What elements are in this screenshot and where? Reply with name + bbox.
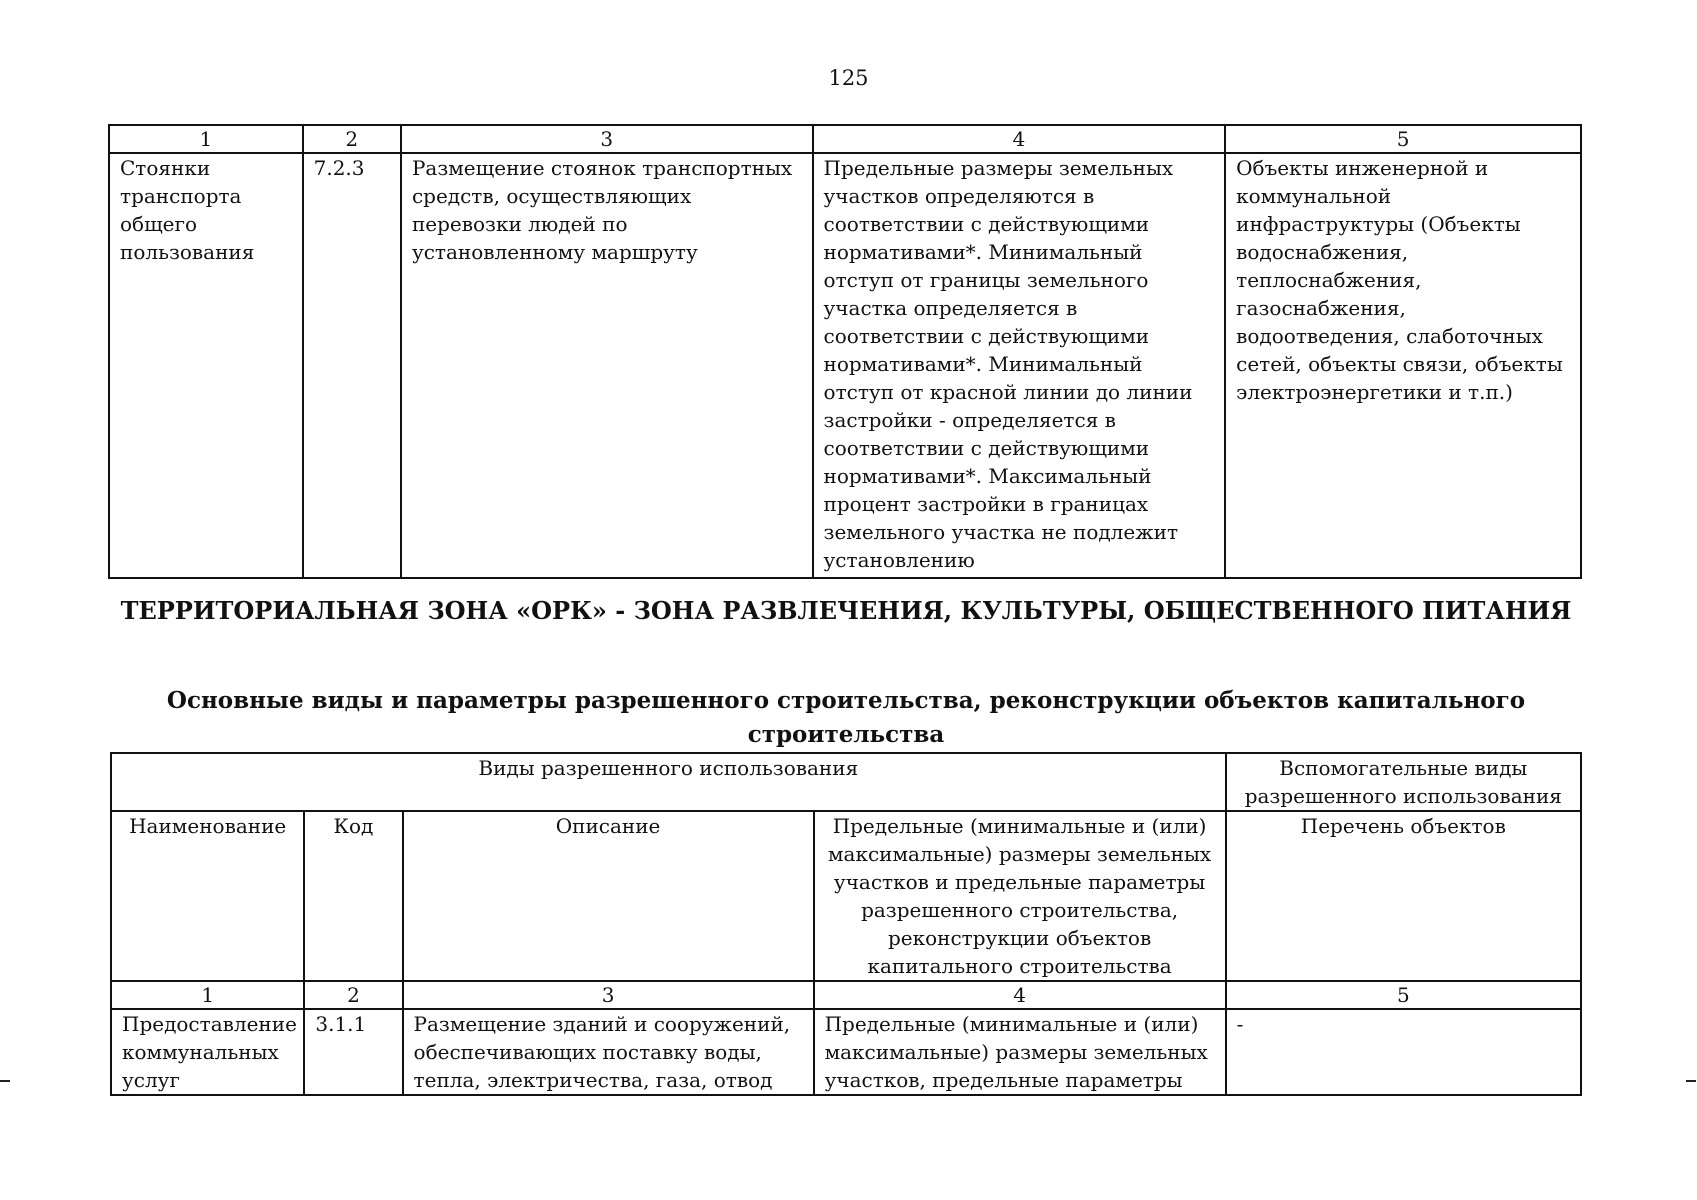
column-number: 3 (401, 125, 813, 153)
use-parameters-cell: Предельные (минимальные и (или) максимальные) размеры земельных участков, предельные параметры (814, 1009, 1226, 1095)
column-number: 4 (814, 981, 1226, 1009)
auxiliary-objects-cell: Объекты инженерной и коммунальной инфраструктуры (Объекты водоснабжения, теплоснабжения, газоснабжения, водоотведения, слаботочных сетей, объекты связи, объекты электроэнергетики и т.п.) (1225, 153, 1581, 578)
use-parameters-cell: Предельные размеры земельных участков определяются в соответствии с действующими нормативами*. Минимальный отступ от границы земельного участка определяется в соответствии с действующими нормативами*. Минимальный отступ от красной линии до линии застройки - определяется в соответствии с действующими нормативами*. Максимальный процент застройки в границах земельного участка не подлежит установлению (813, 153, 1226, 578)
column-number: 1 (111, 981, 304, 1009)
permitted-use-table (110, 752, 1582, 1096)
header-code: Код (304, 811, 402, 981)
page-number: 125 (828, 66, 869, 90)
header-description: Описание (403, 811, 814, 981)
scan-edge-mark (0, 1080, 10, 1082)
header-parameters: Предельные (минимальные и (или) максимальные) размеры земельных участков и предельные параметры разрешенного строительства, реконструкции объектов капитального строительства (814, 811, 1226, 981)
use-description-cell: Размещение стоянок транспортных средств, осуществляющих перевозки людей по установленному маршруту (401, 153, 813, 578)
column-number: 3 (403, 981, 814, 1009)
scan-edge-mark (1686, 1080, 1696, 1082)
table-header-row (111, 753, 1581, 811)
column-numbers-row (109, 125, 1581, 153)
table-subheader-row (111, 811, 1581, 981)
column-number: 5 (1226, 981, 1581, 1009)
column-numbers-row (111, 981, 1581, 1009)
section-subtitle: Основные виды и параметры разрешенного строительства, реконструкции объектов капитального строительства (166, 687, 1526, 748)
zone-parameters-table-continued (108, 124, 1582, 579)
use-name-cell: Предоставление коммунальных услуг (111, 1009, 304, 1095)
header-name: Наименование (111, 811, 304, 981)
column-number: 5 (1225, 125, 1581, 153)
header-auxiliary-uses: Вспомогательные виды разрешенного использования (1226, 753, 1581, 811)
table-row (111, 1009, 1581, 1095)
header-objects: Перечень объектов (1226, 811, 1581, 981)
column-number: 1 (109, 125, 303, 153)
header-permitted-uses: Виды разрешенного использования (111, 753, 1226, 811)
column-number: 4 (813, 125, 1226, 153)
column-number: 2 (304, 981, 402, 1009)
auxiliary-objects-cell: - (1226, 1009, 1581, 1095)
column-number: 2 (303, 125, 401, 153)
use-description-cell: Размещение зданий и сооружений, обеспечивающих поставку воды, тепла, электричества, газа, отвод (403, 1009, 814, 1095)
table-row (109, 153, 1581, 578)
use-code-cell: 7.2.3 (303, 153, 401, 578)
use-code-cell: 3.1.1 (304, 1009, 402, 1095)
zone-title: ТЕРРИТОРИАЛЬНАЯ ЗОНА «ОРК» - ЗОНА РАЗВЛЕЧЕНИЯ, КУЛЬТУРЫ, ОБЩЕСТВЕННОГО ПИТАНИЯ (120, 596, 1572, 625)
use-name-cell: Стоянки транспорта общего пользования (109, 153, 303, 578)
